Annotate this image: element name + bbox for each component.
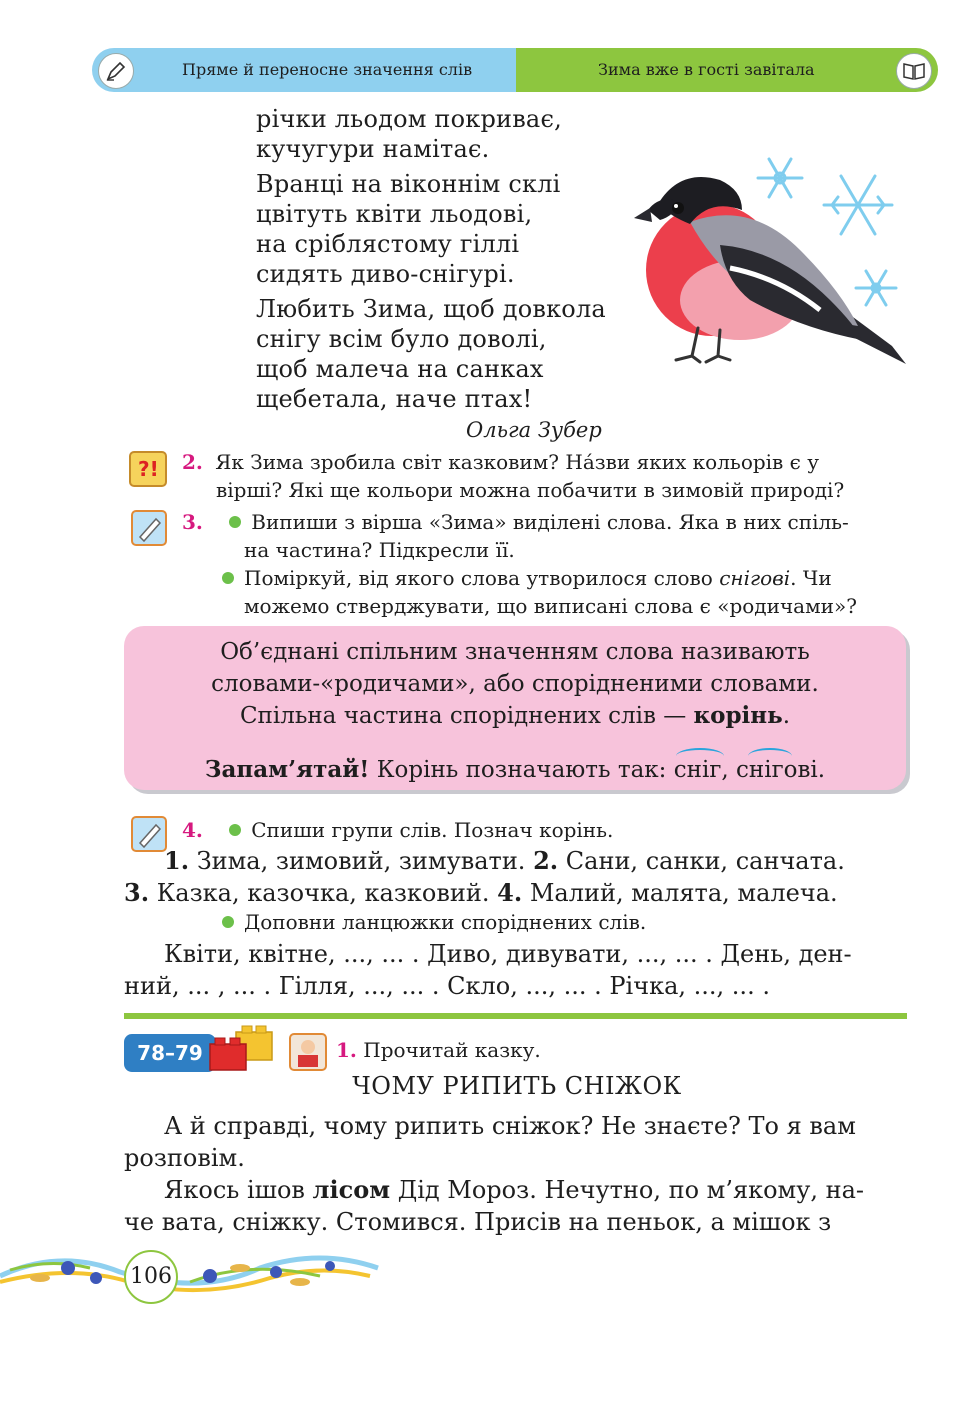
task-3-bullet-1-line-2: на частина? Підкресли її. bbox=[244, 538, 515, 562]
poem-stanza-2 bbox=[256, 169, 561, 289]
story-p2-line-1: Якось ішов лісом Дід Мороз. Нечутно, по м’якому, на- bbox=[164, 1175, 864, 1204]
poem-line: Вранці на віконнім склі bbox=[256, 170, 561, 198]
lego-bricks-icon bbox=[206, 1022, 276, 1072]
bullet-icon bbox=[222, 572, 234, 584]
task-3-bullet-2-post: . Чи bbox=[790, 566, 832, 590]
section-divider bbox=[124, 1013, 907, 1019]
page-number: 106 bbox=[124, 1250, 178, 1304]
task-3-bullet-2-pre: Поміркуй, від якого слова утворилося слово bbox=[244, 566, 720, 590]
header-left-title: Пряме й переносне значення слів bbox=[182, 60, 473, 79]
book-icon bbox=[896, 53, 932, 89]
header-right-title: Зима вже в гості завітала bbox=[598, 60, 815, 79]
story-p1-line-1: А й справді, чому рипить сніжок? Не знаєте? То я вам bbox=[164, 1112, 856, 1140]
story-p1-line-2: розповім. bbox=[124, 1144, 245, 1172]
poem-stanza-1 bbox=[256, 104, 562, 164]
task-4-header bbox=[182, 816, 613, 844]
story-title: ЧОМУ РИПИТЬ СНІЖОК bbox=[352, 1072, 682, 1100]
poem-line: щебетала, наче птах! bbox=[256, 385, 533, 413]
rule-line-2: словами-«родичами», або спорідненими словами. bbox=[211, 671, 819, 697]
bullet-icon bbox=[229, 824, 241, 836]
poem-author: Ольга Зубер bbox=[466, 418, 602, 442]
poem-line: кучугури намітає. bbox=[256, 135, 490, 163]
pages-badge: 78–79 bbox=[124, 1034, 216, 1072]
poem-line: сидять диво-снігурі. bbox=[256, 260, 515, 288]
bullet-icon bbox=[222, 916, 234, 928]
root-example-1: сніг bbox=[674, 754, 722, 786]
task-2-line-2: вірші? Які ще кольори можна побачити в зимовій природі? bbox=[216, 478, 845, 502]
reading-task-text: Прочитай казку. bbox=[363, 1038, 541, 1062]
discussion-task-icon bbox=[126, 446, 172, 492]
task-2-line-1: Як Зима зробила світ казковим? На́зви яких кольорів є у bbox=[215, 450, 819, 474]
header-right-band bbox=[516, 48, 938, 92]
rule-term-root: корінь bbox=[693, 702, 783, 729]
poem-line: на сріблястому гіллі bbox=[256, 230, 520, 258]
task-3-bullet-2-line-2: можемо стверджувати, що виписані слова є «родичами»? bbox=[244, 594, 857, 618]
task-3-bullet-1-line-1: Випиши з вірша «Зима» виділені слова. Яка в них спіль- bbox=[251, 510, 849, 534]
root-example-2: снігові bbox=[736, 754, 818, 786]
remember-label: Запам’ятай! bbox=[204, 756, 370, 783]
task-4-bullet-1: Спиши групи слів. Познач корінь. bbox=[251, 818, 614, 842]
task-3 bbox=[182, 508, 922, 620]
task-4-groups-line-1: 1. Зима, зимовий, зимувати. 2. Сани, санки, санчата. bbox=[164, 846, 845, 875]
poem-stanza-3 bbox=[256, 294, 606, 414]
task-number: 4. bbox=[182, 818, 203, 842]
reading-task bbox=[336, 1036, 541, 1064]
task-number: 2. bbox=[182, 450, 203, 474]
poem-line: Любить Зима, щоб довкола bbox=[256, 295, 606, 323]
task-4-chain-line-2: ний, ... , ... . Гілля, ..., ... . Скло, ..., ... . Річка, ..., ... . bbox=[124, 972, 770, 1000]
svg-text:?!: ?! bbox=[138, 457, 159, 481]
pen-icon bbox=[98, 53, 134, 89]
bullfinch-illustration bbox=[630, 150, 920, 375]
writing-task-icon bbox=[126, 505, 172, 551]
poem-line: снігу всім було доволі, bbox=[256, 325, 547, 353]
remember-text: Корінь позначають так: bbox=[369, 757, 674, 783]
header-left-band bbox=[92, 48, 516, 92]
remember-line: Запам’ятай! Корінь позначають так: сніг, снігові. bbox=[124, 754, 906, 786]
story-p2-line-2: че вата, сніжку. Стомився. Присів на пеньок, а мішок з bbox=[124, 1208, 832, 1236]
rule-box bbox=[124, 626, 906, 790]
poem-line: щоб малеча на санках bbox=[256, 355, 544, 383]
rule-line-3 bbox=[124, 700, 906, 732]
root-arc-icon bbox=[748, 748, 792, 764]
rule-line-3-pre: Спільна частина споріднених слів — bbox=[239, 703, 694, 729]
rule-line-3-post: . bbox=[782, 703, 791, 729]
poem-line: цвітуть квіти льодові, bbox=[256, 200, 533, 228]
root-arc-icon bbox=[676, 748, 724, 764]
rule-line-1: Об’єднані спільним значенням слова називають bbox=[220, 639, 810, 665]
page-header bbox=[92, 48, 938, 92]
floral-ornament bbox=[0, 1238, 380, 1308]
task-4-groups-line-2: 3. Казка, казочка, казковий. 4. Малий, малята, малеча. bbox=[124, 878, 838, 907]
highlighted-word: лісом bbox=[312, 1175, 391, 1204]
bullet-icon bbox=[229, 516, 241, 528]
task-2 bbox=[182, 448, 912, 504]
task-4-bullet-2: Доповни ланцюжки споріднених слів. bbox=[222, 908, 646, 936]
task-4-chain-line-1: Квіти, квітне, ..., ... . Диво, дивувати, ..., ... . День, ден- bbox=[164, 940, 852, 968]
task-number: 1. bbox=[336, 1038, 357, 1062]
task-number: 3. bbox=[182, 510, 203, 534]
poem-line: річки льодом покриває, bbox=[256, 105, 562, 133]
task-3-italic-word: снігові bbox=[719, 566, 791, 590]
